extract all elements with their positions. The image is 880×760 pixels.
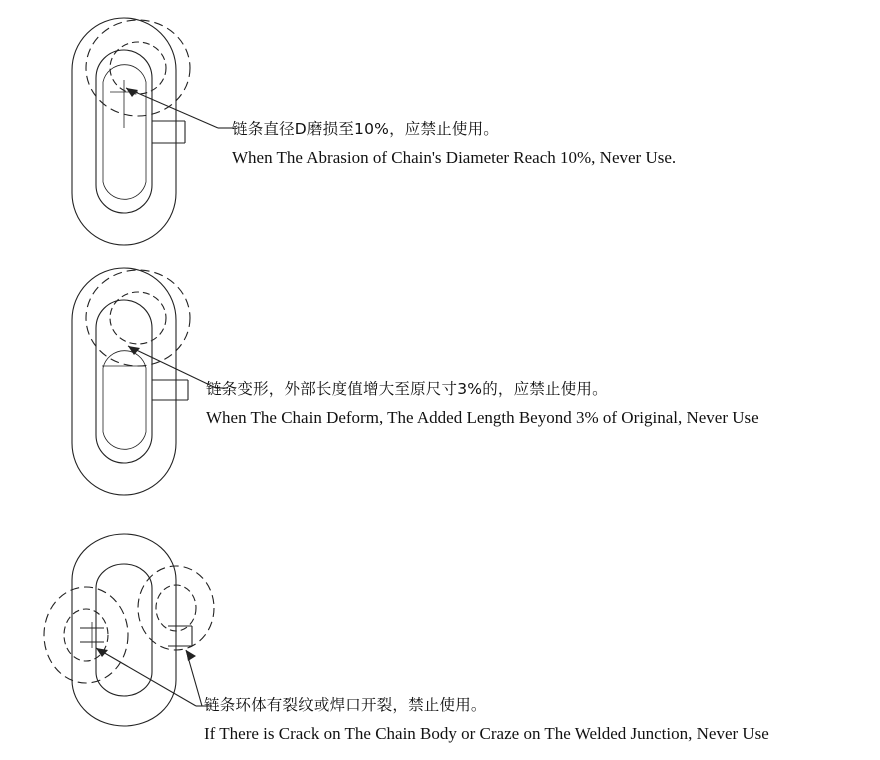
leader-arrowhead-right: [186, 650, 196, 661]
caption-crack-en: If There is Crack on The Chain Body or Craze on The Welded Junction, Never Use: [204, 724, 769, 744]
left-link-dashed-outer: [44, 587, 128, 683]
adjacent-link-dashed-inner: [110, 42, 166, 94]
leader-line: [126, 88, 218, 128]
abrasion-figure-svg: [28, 8, 248, 258]
main-link-outer-outline: [72, 534, 176, 726]
leader-arrowhead-left: [96, 648, 108, 657]
caption-deformation-cn: 链条变形，外部长度值增大至原尺寸3%的，应禁止使用。: [206, 380, 608, 398]
caption-abrasion: [232, 118, 676, 171]
caption-deformation-en: When The Chain Deform, The Added Length Beyond 3% of Original, Never Use: [206, 408, 759, 428]
leader-line-left: [96, 648, 196, 706]
adjacent-link-dashed-inner: [110, 292, 166, 344]
main-link-outer-outline: [72, 268, 176, 495]
caption-crack: [204, 694, 769, 747]
chain-link-abrasion-diagram: [28, 8, 248, 258]
caption-deformation: [206, 378, 759, 431]
caption-crack-cn: 链条环体有裂纹或焊口开裂，禁止使用。: [204, 696, 487, 714]
leader-line: [128, 346, 216, 388]
caption-abrasion-en: When The Abrasion of Chain's Diameter Reach 10%, Never Use.: [232, 148, 677, 168]
main-link-outer-outline: [72, 18, 176, 245]
adjacent-link-dashed-outer: [86, 270, 190, 366]
adjacent-link-dashed-outer: [86, 20, 190, 116]
caption-abrasion-cn: 链条直径D磨损至10%，应禁止使用。: [232, 120, 499, 138]
main-link-inner-highlight: [103, 65, 146, 200]
